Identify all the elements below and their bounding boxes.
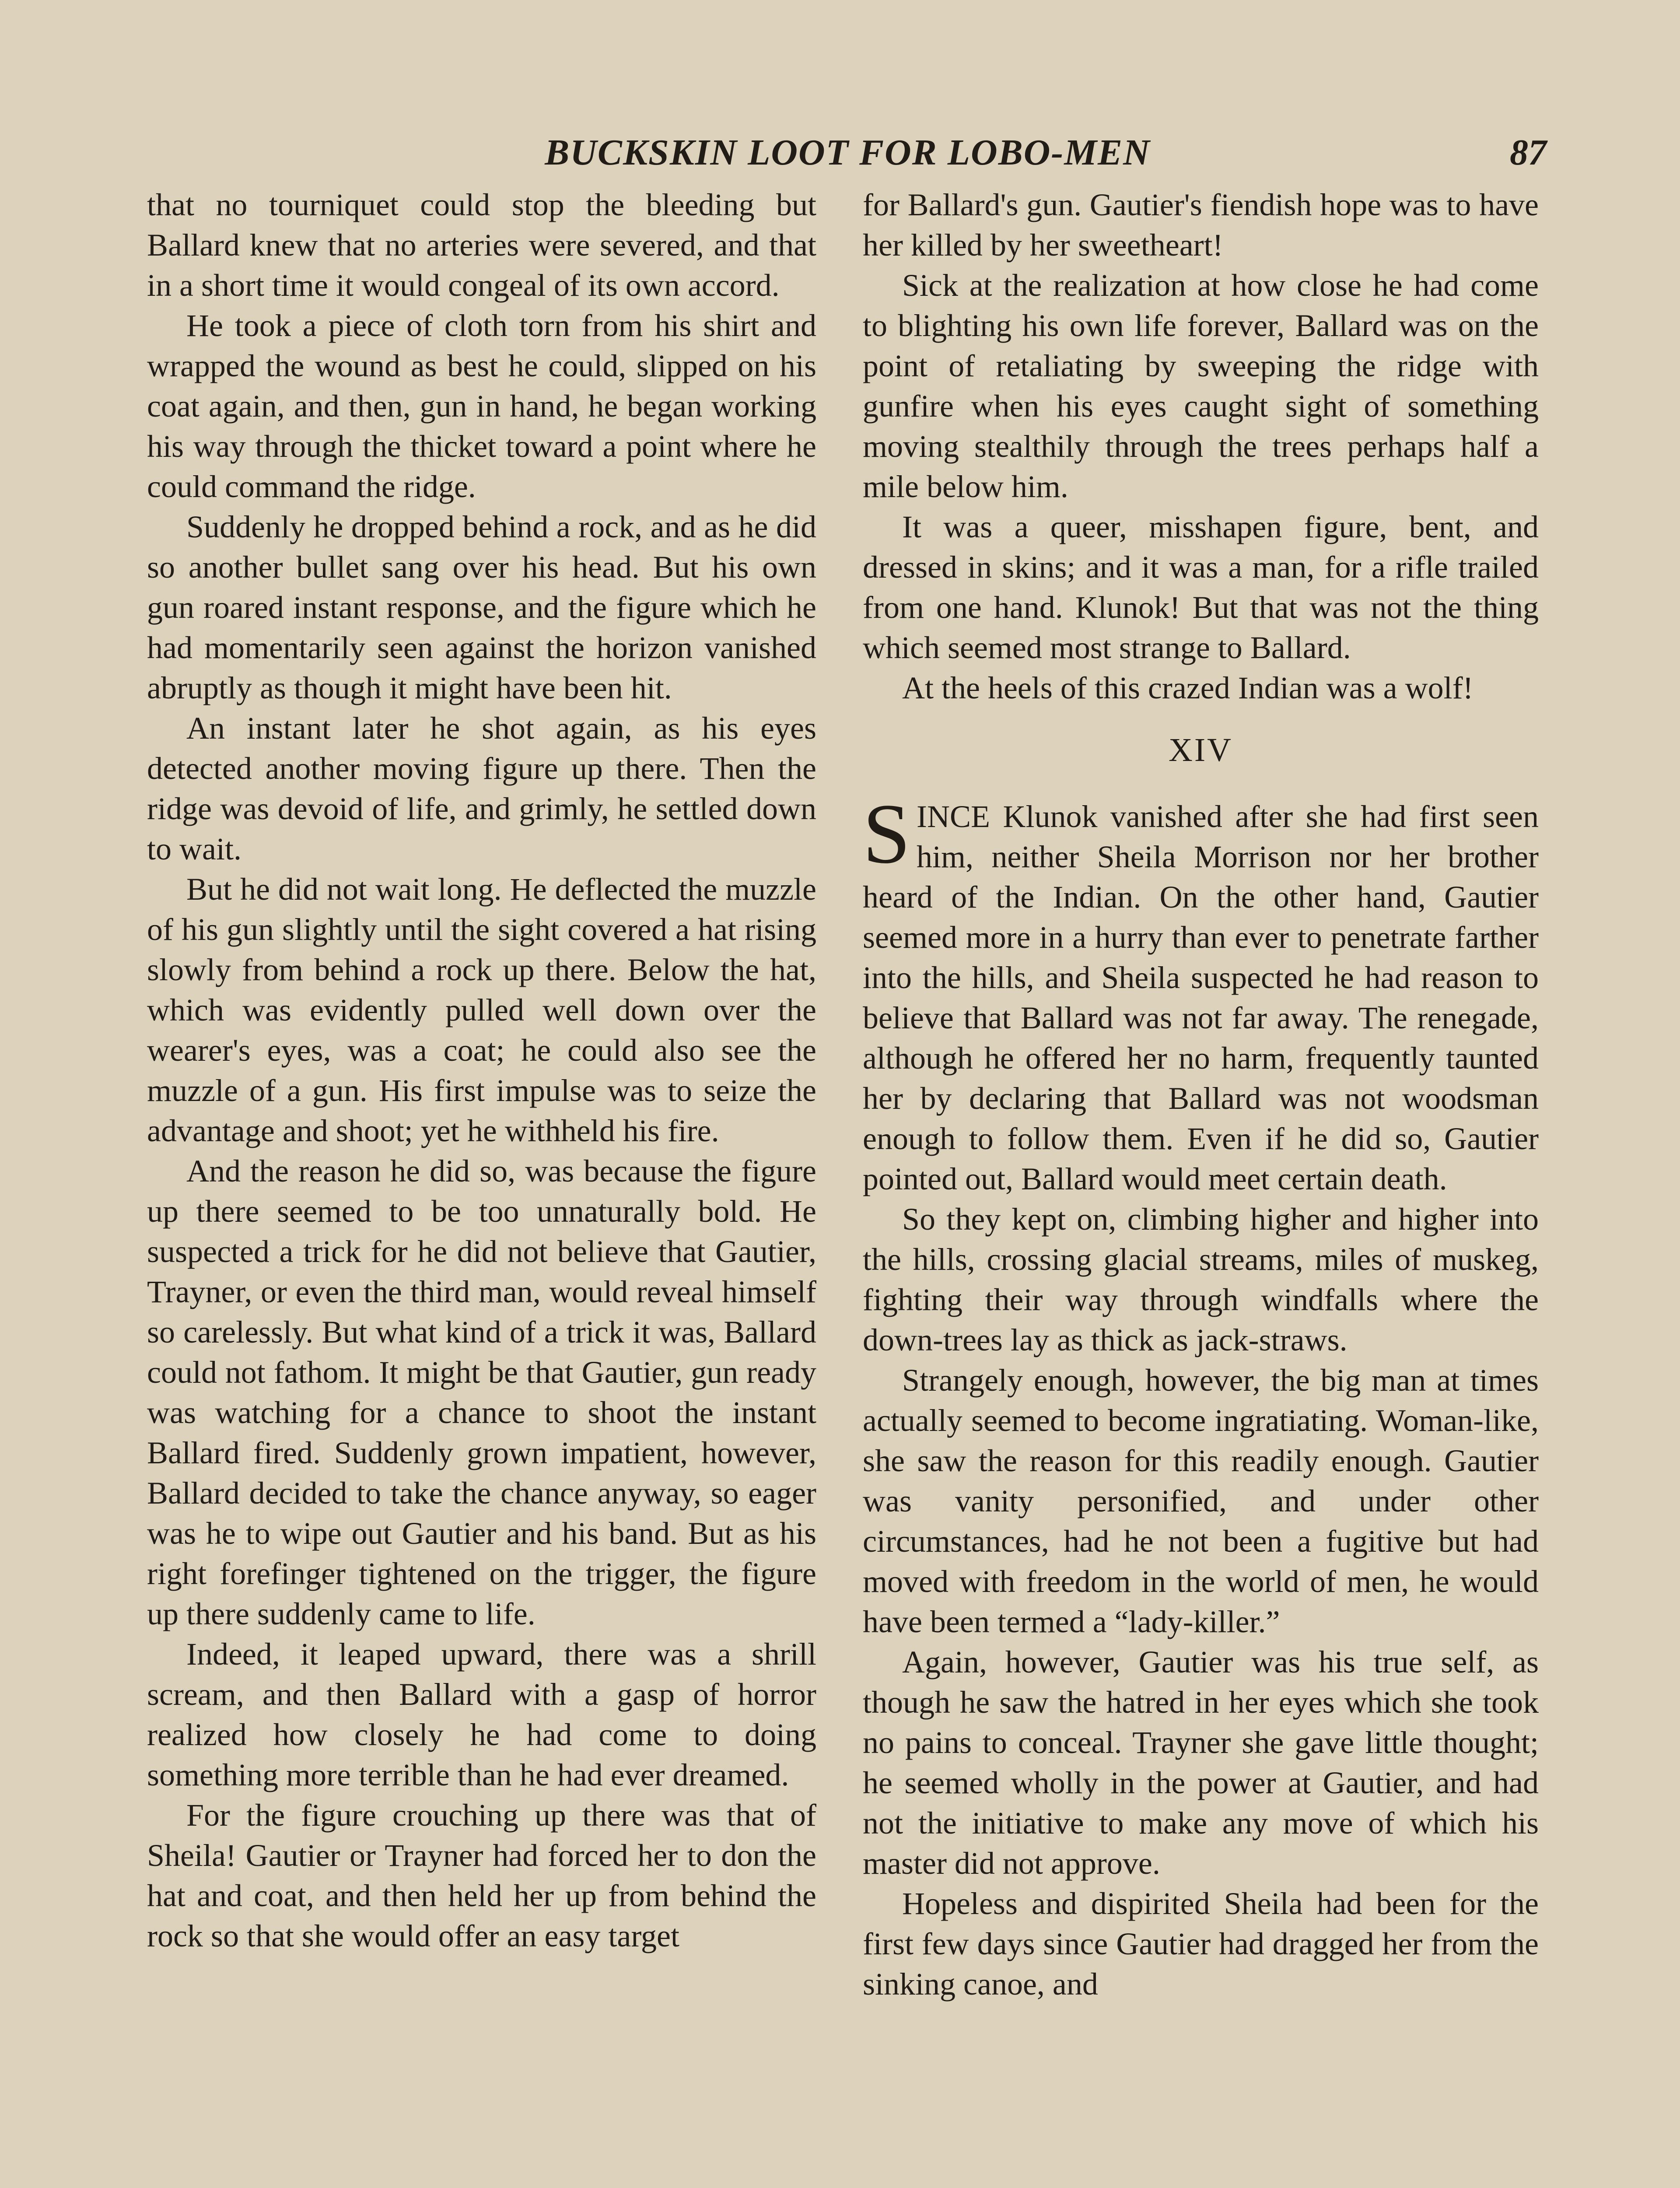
left-column — [147, 185, 816, 2188]
drop-cap: S — [863, 786, 911, 881]
chapter-heading: XIV — [1168, 732, 1233, 768]
page-number: 87 — [1510, 132, 1547, 173]
paragraph: that no tourniquet could stop the bleeding but Ballard knew that no arteries were severed, and that in a short time it would congeal of its own accord. — [147, 187, 816, 303]
paragraph: Indeed, it leaped upward, there was a shrill scream, and then Ballard with a gasp of horror realized how closely he had come to doing something more terrible than he had ever dreamed. — [147, 1637, 816, 1792]
story-title: BUCKSKIN LOOT FOR LOBO-MEN — [545, 132, 1151, 173]
paragraph: An instant later he shot again, as his eyes detected another moving figure up there. Then the ridge was devoid of life, and grimly, he settled down to wait. — [147, 711, 816, 866]
chapter-opening-paragraph — [863, 786, 1539, 1199]
paragraph: At the heels of this crazed Indian was a wolf! — [902, 670, 1474, 705]
paragraph: Sick at the realization at how close he had come to blighting his own life forever, Ballard was on the point of retaliating by sweeping the ridge with gunfire when his eyes caught sight of something moving stealthily through the trees perhaps half a mile below him. — [863, 268, 1539, 504]
paragraph: for Ballard's gun. Gautier's fiendish hope was to have her killed by her sweetheart! — [863, 187, 1539, 263]
paragraph: It was a queer, misshapen figure, bent, and dressed in skins; and it was a man, for a rifle trailed from one hand. Klunok! But that was not the thing which seemed most strange to Ballard. — [863, 509, 1539, 665]
paragraph: So they kept on, climbing higher and higher into the hills, crossing glacial streams, miles of muskeg, fighting their way through windfalls where the down-trees lay as thick as jack-straws. — [863, 1202, 1539, 1357]
right-column — [863, 185, 1539, 2188]
paragraph: For the figure crouching up there was that of Sheila! Gautier or Trayner had forced her to don the hat and coat, and then held her up from behind the rock so that she would offer an easy target — [147, 1798, 816, 1953]
chapter-opening-text: INCE Klunok vanished after she had first seen him, neither Sheila Morrison nor her brother heard of the Indian. On the other hand, Gautier seemed more in a hurry than ever to penetrate farther into the hills, and Sheila suspected he had reason to believe that Ballard was not far away. The renegade, although he offered her no harm, frequently taunted her by declaring that Ballard was not woodsman enough to follow them. Even if he did so, Gautier pointed out, Ballard would meet certain death. — [863, 799, 1539, 1196]
paragraph: And the reason he did so, was because the figure up there seemed to be too unnaturally bold. He suspected a trick for he did not believe that Gautier, Trayner, or even the third man, would reveal himself so carelessly. But what kind of a trick it was, Ballard could not fathom. It might be that Gautier, gun ready was watching for a chance to shoot the instant Ballard fired. Suddenly grown impatient, however, Ballard decided to take the chance anyway, so eager was he to wipe out Gautier and his band. But as his right forefinger tightened on the trigger, the figure up there suddenly came to life. — [147, 1154, 816, 1631]
paragraph: He took a piece of cloth torn from his shirt and wrapped the wound as best he could, slipped on his coat again, and then, gun in hand, he began working his way through the thicket toward a point where he could command the ridge. — [147, 308, 816, 504]
paragraph: Strangely enough, however, the big man at times actually seemed to become ingratiating. Woman-like, she saw the reason for this readily enough. Gautier was vanity personified, and under other circumstances, had he not been a fugitive but had moved with freedom in the world of men, he would have been termed a “lady-killer.” — [863, 1363, 1539, 1639]
paragraph: Hopeless and dispirited Sheila had been for the first few days since Gautier had dragged her from the sinking canoe, and — [863, 1886, 1539, 2002]
paragraph: Suddenly he dropped behind a rock, and as he did so another bullet sang over his head. But his own gun roared instant response, and the figure which he had momentarily seen against the horizon vanished abruptly as though it might have been hit. — [147, 509, 816, 705]
paragraph: Again, however, Gautier was his true self, as though he saw the hatred in her eyes which she took no pains to conceal. Trayner she gave little thought; he seemed wholly in the power at Gautier, and had not the initiative to make any move of which his master did not approve. — [863, 1645, 1539, 1881]
paragraph: But he did not wait long. He deflected the muzzle of his gun slightly until the sight covered a hat rising slowly from behind a rock up there. Below the hat, which was evidently pulled well down over the wearer's eyes, was a coat; he could also see the muzzle of a gun. His first impulse was to seize the advantage and shoot; yet he withheld his fire. — [147, 872, 816, 1148]
running-header — [149, 131, 1547, 175]
